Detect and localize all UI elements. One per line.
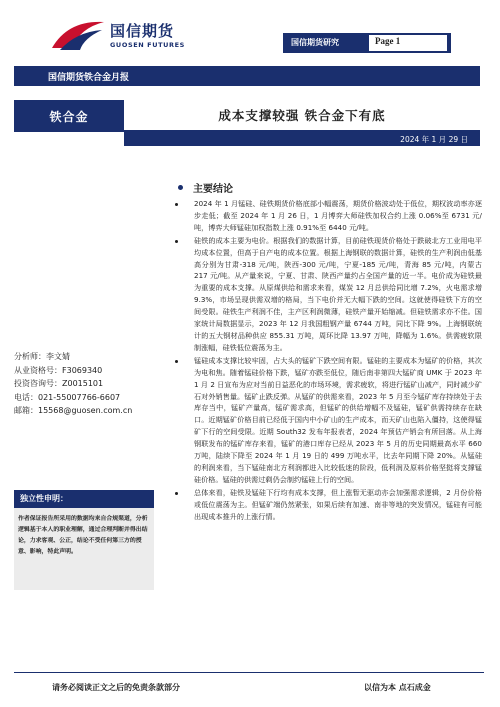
section-label: 铁合金	[49, 110, 89, 124]
report-title: 成本支撑较强 铁合金下有底	[218, 108, 386, 123]
bullet-point-icon	[175, 240, 178, 243]
summary-heading-text: 主要结论	[193, 184, 233, 195]
bullet-point-icon	[175, 360, 178, 363]
report-name-band	[14, 66, 480, 86]
guosen-logo-icon	[50, 18, 106, 52]
analyst-consulting-number: 投资咨询号：Z0015101	[14, 379, 104, 388]
bullet-point-icon	[175, 203, 178, 206]
footer-slogan: 以信为本 点石成金	[364, 683, 431, 692]
analyst-qualification: 从业资格号：F3069340	[14, 365, 103, 375]
footer-disclaimer-note: 请务必阅读正文之后的免责条款部分	[52, 683, 180, 692]
bullet-dot-icon	[178, 185, 183, 190]
page-number-box	[369, 35, 447, 51]
independence-statement	[14, 490, 154, 590]
summary-text: 锰硅成本支撑比较牢固，占大头的锰矿下跌空间有限。锰硅的主要成本为锰矿的价格，其次为电和焦。随着锰硅价格下跌，锰矿亦跌至低位，随后南非第四大锰矿商 UMK 于 2023 年 1 月 2 日宣布为应对当前日益恶化的市场环境，需求疲软，将进行锰矿山减产，同时减少矿石对外销售量。锰矿止跌反弹。从锰矿的供需来看，2023 年 5 月至今锰矿库存持续处于去库存当中，锰矿产量高，锰矿需求高，但锰矿的供给增幅不及锰硅，锰矿供需持续存在缺口。近期锰矿价格目前已经低于国内中小矿山的生产成本，而天矿山也陷入僵持，这使得锰矿下行的空间受限。近期 South32 发布年报表者，2024 年预估产销会有所回落。从上海钢联发布的锰矿库存来看，锰矿的港口库存已经从 2023 年 5 月的历史同期最高水平 660 万吨，陆续下降至 2024 年 1 月 19 日的 499 万吨水平，比去年同期下降 20%。从锰硅的利润来看，当下锰硅南北方利润都进入比较低迷的阶段，低利润及原料价格坚挺将支撑锰硅价格。锰硅的供需过剩仍会制约锰硅上行的空间。	[194, 355, 482, 484]
summary-item	[170, 198, 482, 234]
header-research-label: 国信期货研究	[291, 38, 339, 47]
summary-item	[170, 235, 482, 354]
summary-text: 总体来看，硅铁及锰硅下行均有成本支撑，但上涨暂无驱动亦会加强需求逻辑，2 月份价格或低位震荡为主。但锰矿端仍然紧张，如果后续有加速、南非等地的突发情况，锰硅有可能出现成本推升的上涨行情。	[194, 487, 482, 521]
footer-divider	[14, 672, 484, 673]
logo-english-name: GUOSEN FUTURES	[110, 41, 185, 49]
report-date: 2024 年 1 月 29 日	[400, 135, 468, 144]
company-logo	[50, 14, 190, 56]
analyst-name: 分析师：李文婧	[14, 352, 70, 361]
summary-text: 2024 年 1 月锰硅、硅铁期货价格底部小幅震荡，期货价格波动处于低位，期权波动率亦逐步走低；截至 2024 年 1 月 26 日，1 月博弈大师硅铁加权合约上涨 0.06%至 6731 元/吨，博弈大师锰硅加权指数上涨 0.91%至 6440 元/吨。	[194, 199, 482, 232]
logo-chinese-name: 国信期货	[110, 22, 175, 40]
report-name: 国信期货铁合金月报	[48, 73, 130, 83]
summary-heading	[178, 180, 233, 195]
independence-title-bar	[14, 490, 154, 508]
summary-item	[170, 355, 482, 486]
independence-title: 独立性申明：	[20, 494, 68, 503]
summary-item	[170, 487, 482, 523]
analyst-email: 邮箱：15568@guosen.com.cn	[14, 406, 133, 415]
page-number: Page 1	[375, 36, 401, 46]
summary-text: 硅铁的成本主要为电价。根据我们的数据计算，目前硅铁现货价格处于跌破北方工业用电平均成本位置，但高于自产电的成本位置。根据上海钢联的数据计算，硅铁的生产利润由低基高分别为甘肃-318 元/吨，陕西-300 元/吨，宁夏-185 元/吨，青海 85 元/吨，内蒙古 217 元/吨。从产量来说，宁夏、甘肃、陕西产量约占全国产量的近一半。电价成为硅铁最为重要的成本支撑。从原煤供给和需求来看，煤炭 12 月总供给同比增 7.2%，火电需求增 9.3%，市场呈现供需双增的格局，当下电价并无大幅下跌的空间。这就使得硅铁下方的空间受限。硅铁生产利润不佳，主产区利润微薄，硅铁产量开始缩减。但硅铁需求亦不佳。国家统计局数据显示，2023 年 12 月我国粗钢产量 6744 万吨，同比下降 9%。上海钢联统计的五大钢材品种供应 855.31 万吨，周环比降 13.97 万吨，降幅为 1.6%。供需疲软限制涨幅，硅铁低位震荡为主。	[194, 235, 482, 352]
summary-list	[170, 198, 482, 523]
date-band	[124, 132, 480, 146]
section-label-box	[14, 100, 124, 132]
analyst-info	[14, 350, 154, 418]
bullet-point-icon	[175, 492, 178, 495]
independence-text: 作者保证报告所采用的数据均来自合规渠道，分析逻辑基于本人的职业理解，通过合理判断并得出结论，力求客观、公正，结论不受任何第三方的授意、影响，特此声明。	[18, 516, 148, 555]
header-bar	[283, 33, 451, 53]
analyst-phone: 电话：021-55007766-6607	[14, 392, 121, 402]
